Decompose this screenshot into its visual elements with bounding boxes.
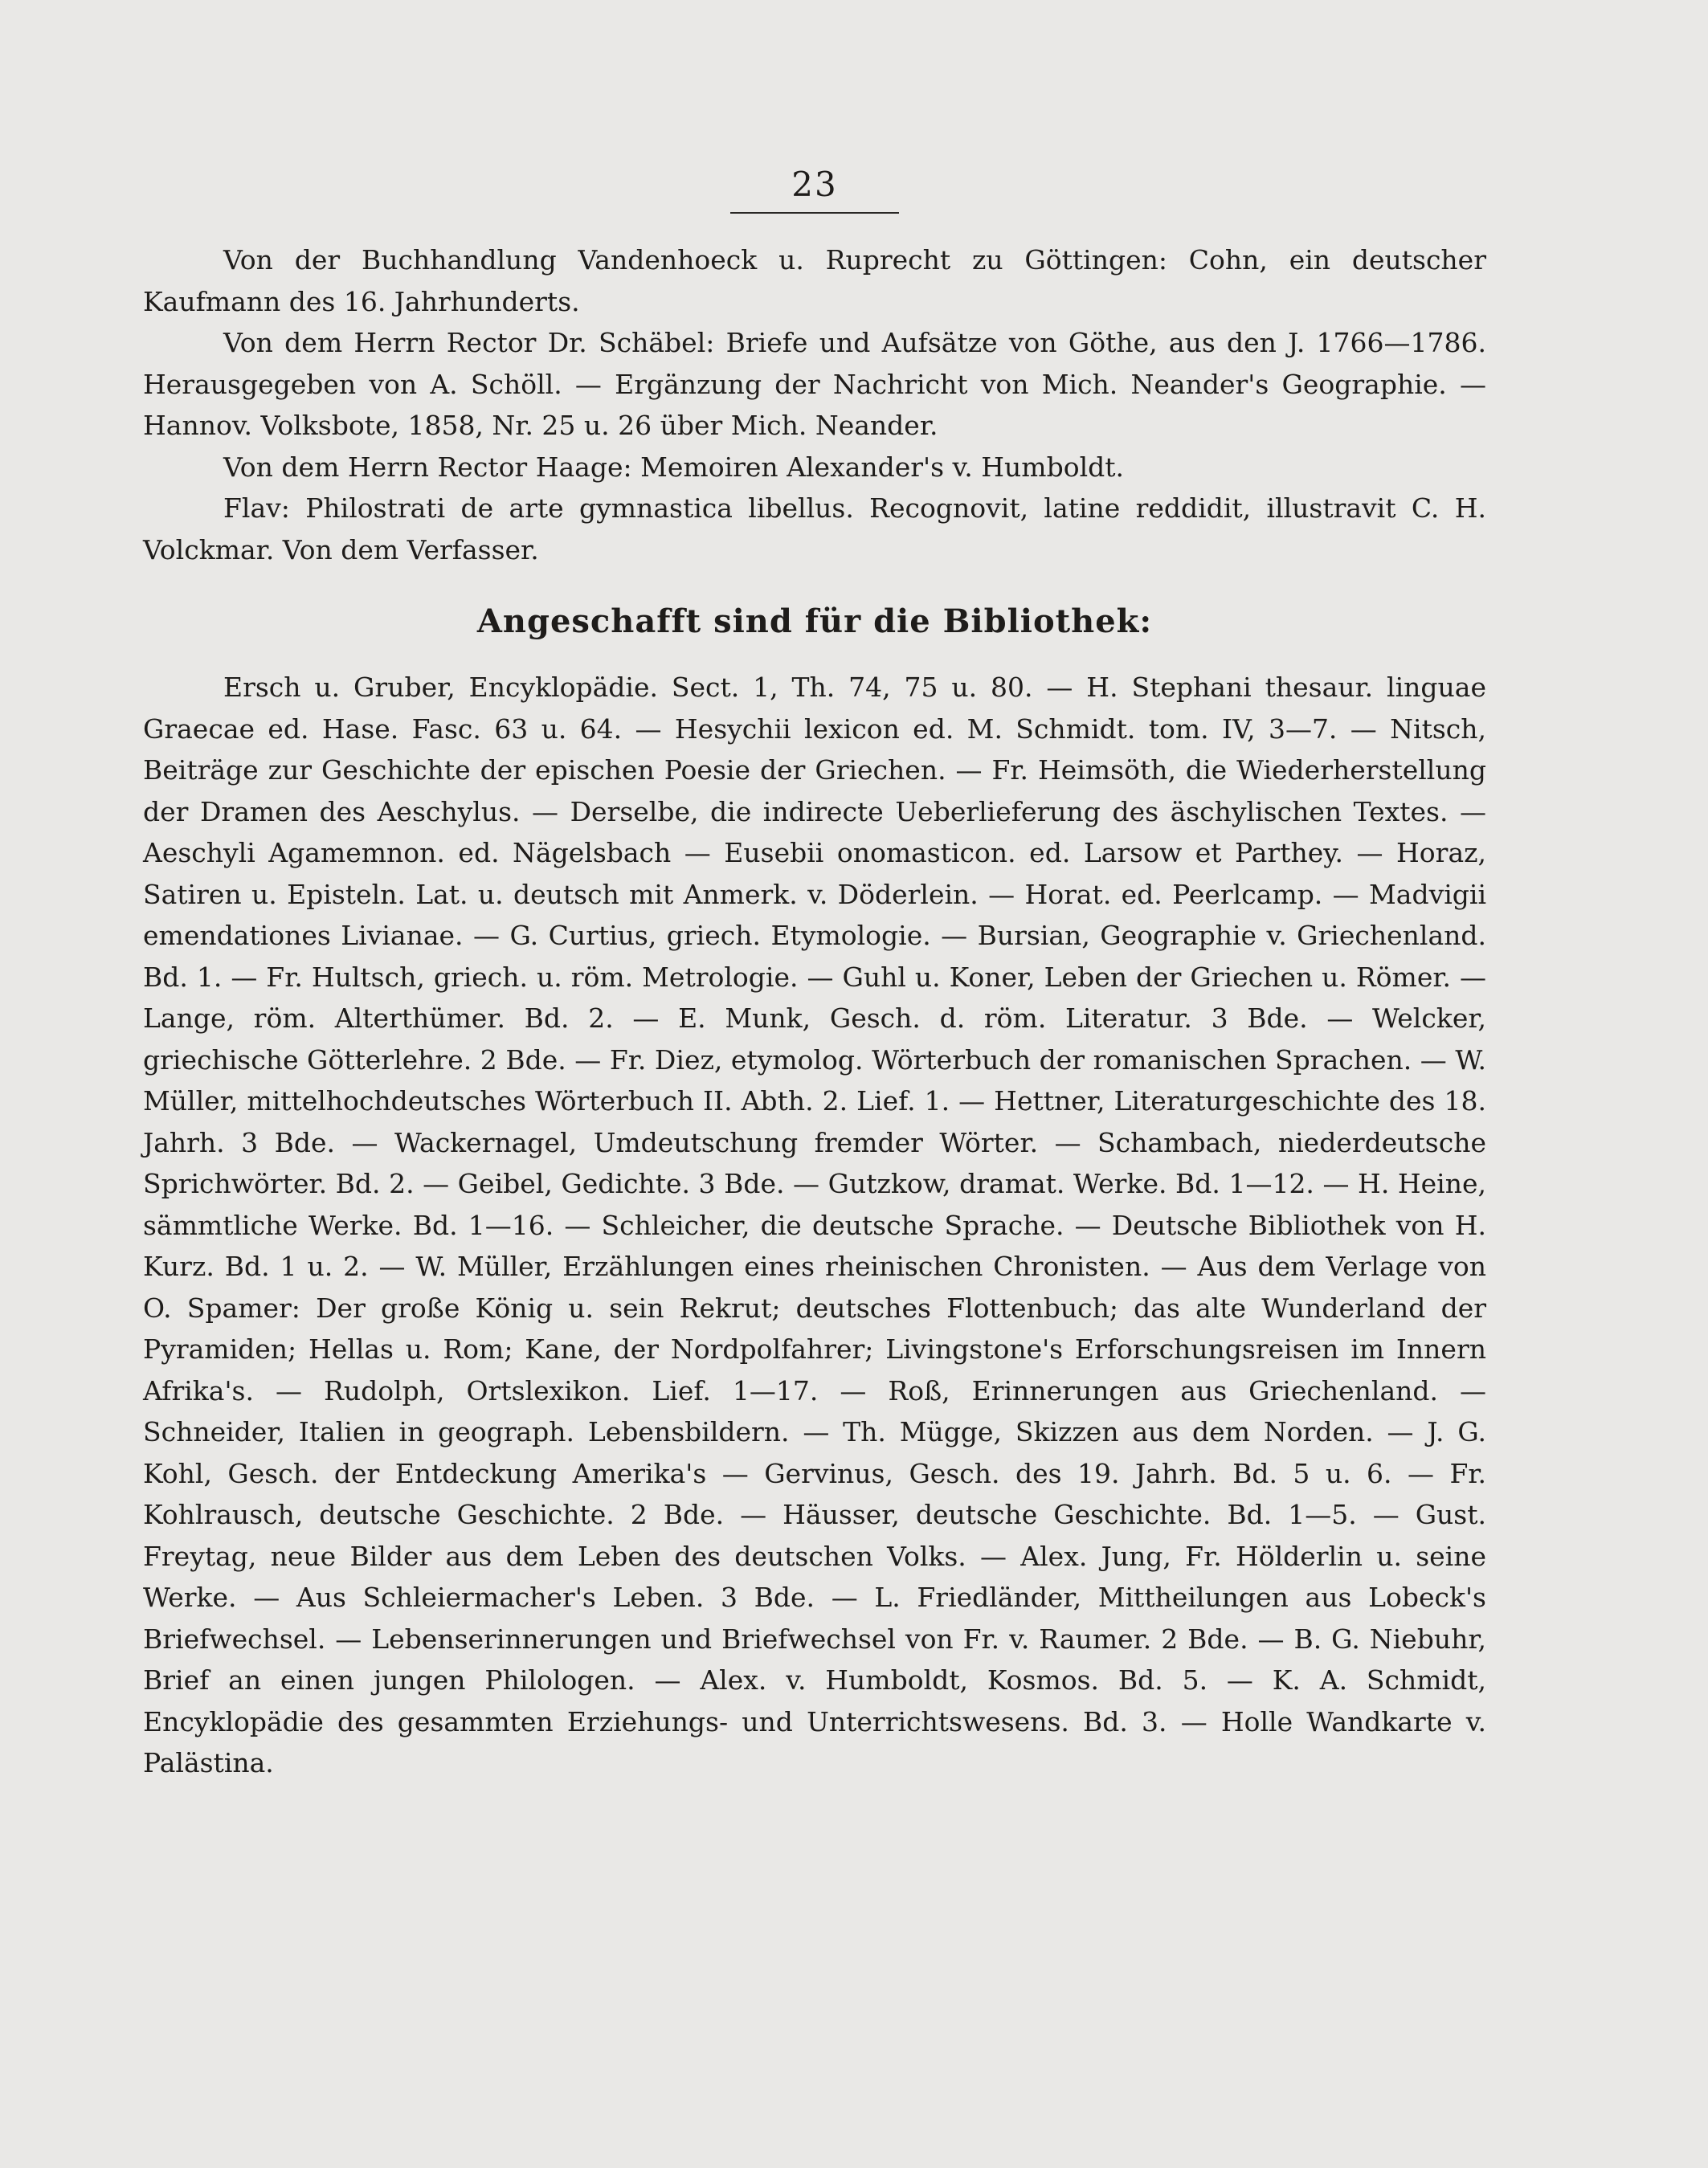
document-page [143,161,1486,1784]
donation-paragraph-2: Von dem Herrn Rector Dr. Schäbel: Briefe und Aufsätze von Göthe, aus den J. 1766—1786. Herausgegeben von A. Schöll. — Ergänzung der Nachricht von Mich. Neander's Geographie. — Hannov. Volksbote, 1858, Nr. 25 u. 26 über Mich. Neander. [143,327,1486,441]
acquisitions-paragraph: Ersch u. Gruber, Encyklopädie. Sect. 1, Th. 74, 75 u. 80. — H. Stephani thesaur. linguae Graecae ed. Hase. Fasc. 63 u. 64. — Hesychii lexicon ed. M. Schmidt. tom. IV, 3—7. — Nitsch, Beiträge zur Geschichte der epischen Poesie der Griechen. — Fr. Heimsöth, die Wiederherstellung der Dramen des Aeschylus. — Derselbe, die indirecte Ueberlieferung des äschylischen Textes. — Aeschyli Agamemnon. ed. Nägelsbach — Eusebii onomasticon. ed. Larsow et Parthey. — Horaz, Satiren u. Episteln. Lat. u. deutsch mit Anmerk. v. Döderlein. — Horat. ed. Peerlcamp. — Madvigii emendationes Livianae. — G. Curtius, griech. Etymologie. — Bursian, Geographie v. Griechenland. Bd. 1. — Fr. Hultsch, griech. u. röm. Metrologie. — Guhl u. Koner, Leben der Griechen u. Römer. — Lange, röm. Alterthümer. Bd. 2. — E. Munk, Gesch. d. röm. Literatur. 3 Bde. — Welcker, griechische Götterlehre. 2 Bde. — Fr. Diez, etymolog. Wörterbuch der romanischen Sprachen. — W. Müller, mittelhochdeutsches Wörterbuch II. Abth. 2. Lief. 1. — Hettner, Literaturgeschichte des 18. Jahrh. 3 Bde. — Wackernagel, Umdeutschung fremder Wörter. — Schambach, niederdeutsche Sprichwörter. Bd. 2. — Geibel, Gedichte. 3 Bde. — Gutzkow, dramat. Werke. Bd. 1—12. — H. Heine, sämmtliche Werke. Bd. 1—16. — Schleicher, die deutsche Sprache. — Deutsche Bibliothek von H. Kurz. Bd. 1 u. 2. — W. Müller, Erzählungen eines rheinischen Chronisten. — Aus dem Verlage von O. Spamer: Der große König u. sein Rekrut; deutsches Flottenbuch; das alte Wunderland der Pyramiden; Hellas u. Rom; Kane, der Nordpolfahrer; Livingstone's Erforschungsreisen im Innern Afrika's. — Rudolph, Ortslexikon. Lief. 1—17. — Roß, Erinnerungen aus Griechenland. — Schneider, Italien in geograph. Lebensbildern. — Th. Mügge, Skizzen aus dem Norden. — J. G. Kohl, Gesch. der Entdeckung Amerika's — Gervinus, Gesch. des 19. Jahrh. Bd. 5 u. 6. — Fr. Kohlrausch, deutsche Geschichte. 2 Bde. — Häusser, deutsche Geschichte. Bd. 1—5. — Gust. Freytag, neue Bilder aus dem Leben des deutschen Volks. — Alex. Jung, Fr. Hölderlin u. seine Werke. — Aus Schleiermacher's Leben. 3 Bde. — L. Friedländer, Mittheilungen aus Lobeck's Briefwechsel. — Lebenserinnerungen und Briefwechsel von Fr. v. Raumer. 2 Bde. — B. G. Niebuhr, Brief an einen jungen Philologen. — Alex. v. Humboldt, Kosmos. Bd. 5. — K. A. Schmidt, Encyklopädie des gesammten Erziehungs- und Unterrichtswesens. Bd. 3. — Holle Wandkarte v. Palästina. [143,672,1486,1778]
page-number-rule [730,212,899,214]
donation-paragraph-4: Flav: Philostrati de arte gymnastica libellus. Recognovit, latine reddidit, illustravit C. H. Volckmar. Von dem Verfasser. [143,492,1486,565]
donation-paragraph-3: Von dem Herrn Rector Haage: Memoiren Alexander's v. Humboldt. [223,451,1125,483]
section-heading: Angeschafft sind für die Bibliothek: [476,602,1153,640]
donation-paragraph-1: Von der Buchhandlung Vandenhoeck u. Ruprecht zu Göttingen: Cohn, ein deutscher Kaufmann des 16. Jahrhunderts. [143,244,1486,317]
page-number: 23 [791,165,838,204]
